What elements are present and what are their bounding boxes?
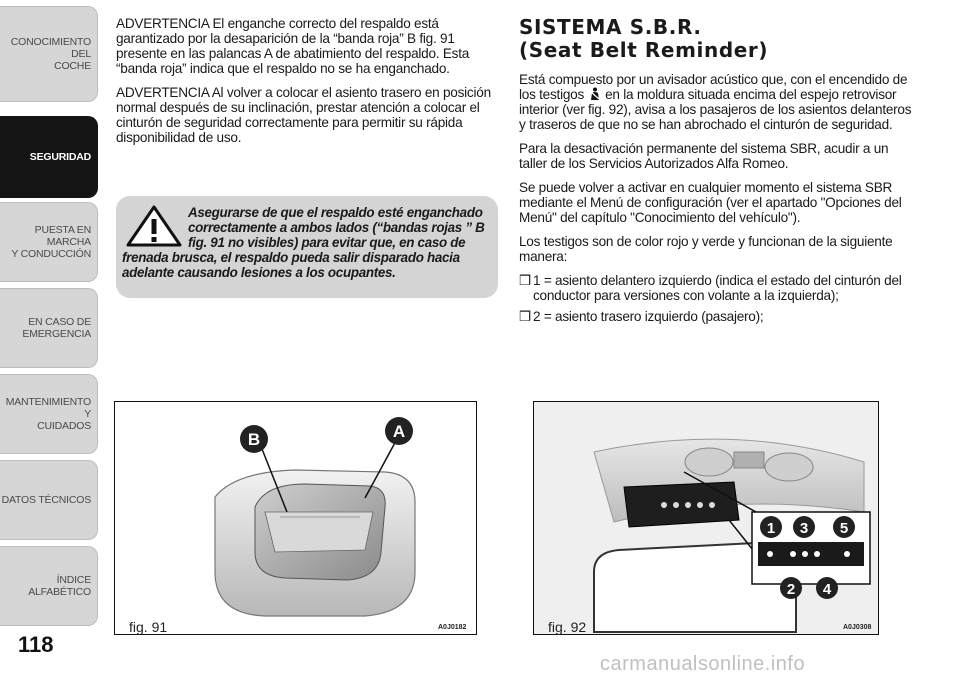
- warning-text-block: [122, 205, 490, 280]
- warning-triangle-icon: [124, 203, 184, 249]
- section-title-line-2: (Seat Belt Reminder): [519, 38, 769, 62]
- tab-conocimiento-del-coche[interactable]: [0, 6, 98, 102]
- tab-label: PUESTA EN MARCHA Y CONDUCCIÓN: [11, 224, 91, 260]
- advertencia-paragraph-1: ADVERTENCIA El enganche correcto del respaldo está garantizado por la desaparición de la “banda roja” B fig. 91 presente en las palancas A de abatimiento del respaldo. Esta “banda roja” indica que el respaldo no se ha enganchado.: [116, 16, 470, 76]
- tab-label: SEGURIDAD: [29, 151, 91, 163]
- tab-label: MANTENIMIENTO Y CUIDADOS: [5, 396, 91, 432]
- section-title: [519, 16, 914, 62]
- callout-3-label: 3: [799, 520, 809, 537]
- list-item: [519, 273, 914, 303]
- tab-en-caso-de-emergencia[interactable]: [0, 288, 98, 368]
- callout-a-label: A: [392, 422, 406, 441]
- figure-91: [114, 401, 477, 635]
- tab-label: ÍNDICE ALFABÉTICO: [28, 574, 91, 598]
- tab-seguridad[interactable]: [0, 116, 98, 198]
- tab-datos-tecnicos[interactable]: [0, 460, 98, 540]
- callout-5-label: 5: [839, 520, 849, 537]
- advertencia-paragraph-2: ADVERTENCIA Al volver a colocar el asiento trasero en posición normal después de su inclinación, prestar atención a colocar el cinturón de seguridad correctamente para permitir su rápida disponibilidad de uso.: [116, 85, 491, 145]
- callout-1-label: 1: [766, 520, 776, 537]
- warning-text: Asegurarse de que el respaldo esté enganchado correctamente a ambos lados (“bandas rojas ” B fig. 91 no visibles) para evitar que, en caso de frenada brusca, el respaldo pueda salir disparado hacia adelante causando lesiones a los ocupantes.: [122, 205, 485, 280]
- sbr-reactivation-paragraph: Se puede volver a activar en cualquier momento el sistema SBR mediante el Menú de configuración (ver el apartado "Opciones del Menú" del capítulo "Conocimiento del vehículo").: [519, 180, 902, 225]
- figure-91-caption: fig. 91: [129, 619, 168, 635]
- bullet-text: 1 = asiento delantero izquierdo (indica el estado del cinturón del conductor para versiones con volante a la izquierda);: [533, 273, 902, 303]
- tab-mantenimiento[interactable]: [0, 374, 98, 454]
- watermark: carmanualsonline.info: [600, 653, 806, 675]
- page-number: 118: [18, 632, 54, 657]
- right-column: [519, 16, 914, 330]
- list-item: [519, 309, 914, 324]
- sbr-colors-paragraph: Los testigos son de color rojo y verde y funcionan de la siguiente manera:: [519, 234, 893, 264]
- seat-lever-illustration: [115, 402, 476, 634]
- sbr-description-start: Está compuesto por un avisador acústico que, con el encendido de los testigos: [519, 72, 908, 102]
- overhead-console-illustration: [534, 402, 878, 634]
- callout-4-label: 4: [822, 581, 832, 598]
- sbr-description: [519, 72, 914, 132]
- figure-92-caption: fig. 92: [548, 619, 587, 635]
- seat-belt-icon: [588, 87, 602, 101]
- tab-puesta-en-marcha[interactable]: [0, 202, 98, 282]
- figure-91-code: A0J0182: [438, 624, 467, 631]
- tab-indice-alfabetico[interactable]: [0, 546, 98, 626]
- tab-label: EN CASO DE EMERGENCIA: [22, 316, 91, 340]
- sbr-description-end: en la moldura situada encima del espejo retrovisor interior (ver fig. 92), avisa a los pasajeros de los asientos delanteros y traseros de que no se han abrochado el cinturón de seguridad.: [519, 87, 912, 132]
- callout-2-label: 2: [786, 581, 796, 598]
- callout-b-label: B: [247, 430, 261, 449]
- sbr-deactivation-paragraph: Para la desactivación permanente del sistema SBR, acudir a un taller de los Servicios Autorizados Alfa Romeo.: [519, 141, 889, 171]
- figure-92-code: A0J0308: [843, 624, 872, 631]
- section-title-line-1: SISTEMA S.B.R.: [519, 15, 702, 39]
- tab-label: DATOS TÉCNICOS: [1, 494, 91, 506]
- left-column: [116, 16, 500, 154]
- warning-box: [116, 196, 498, 298]
- checkbox-bullet-icon: ❒: [519, 309, 531, 324]
- tab-label: CONOCIMIENTO DEL COCHE: [10, 36, 91, 72]
- checkbox-bullet-icon: ❒: [519, 273, 531, 288]
- figure-92: [533, 401, 879, 635]
- chapter-sidebar: [0, 0, 100, 686]
- bullet-text: 2 = asiento trasero izquierdo (pasajero);: [533, 309, 764, 324]
